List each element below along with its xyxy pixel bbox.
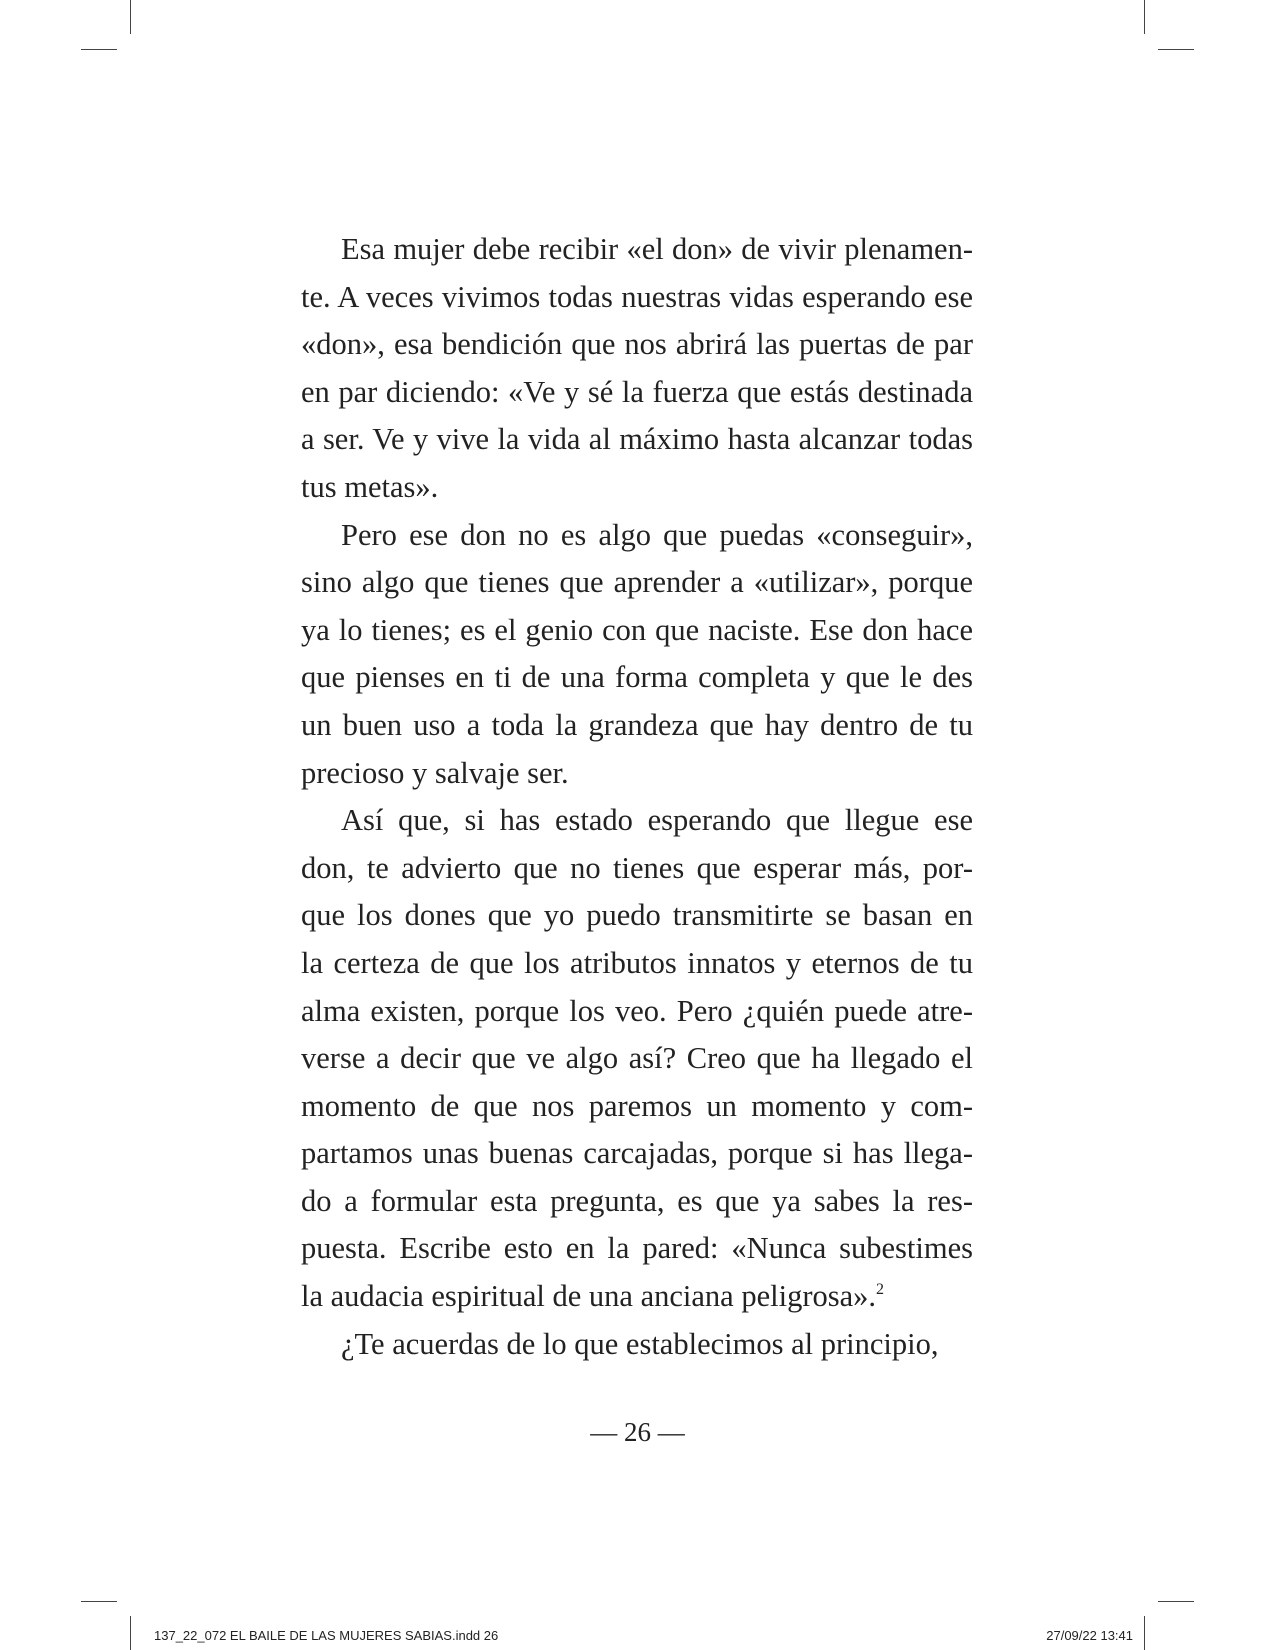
- text-line: precioso y salvaje ser.: [301, 755, 569, 790]
- text-line: [301, 1273, 973, 1321]
- text-line: momento de que nos paremos un momento y com-: [301, 1088, 973, 1123]
- page-number: — 26 —: [590, 1417, 685, 1447]
- text-line: do a formular esta pregunta, es que ya sabes la res-: [301, 1183, 973, 1218]
- text-line: verse a decir que ve algo así? Creo que ha llegado el: [301, 1041, 973, 1076]
- crop-mark-top-left-horizontal: [81, 49, 117, 50]
- text-line-content: la audacia espiritual de una anciana peligrosa».: [301, 1279, 877, 1314]
- crop-mark-top-right-vertical: [1144, 0, 1145, 34]
- text-line: un buen uso a toda la grandeza que hay dentro de tu: [301, 707, 973, 742]
- text-line: te. A veces vivimos todas nuestras vidas esperando ese: [301, 279, 973, 314]
- crop-mark-bottom-left-vertical: [130, 1616, 131, 1650]
- text-line: ¿Te acuerdas de lo que establecimos al principio,: [341, 1326, 939, 1361]
- crop-mark-top-left-vertical: [130, 0, 131, 34]
- slug-date-time: 27/09/22 13:41: [1046, 1628, 1133, 1643]
- text-line: don, te advierto que no tienes que esperar más, por-: [301, 850, 973, 885]
- text-line: ya lo tienes; es el genio con que naciste. Ese don hace: [301, 612, 973, 647]
- crop-mark-bottom-left-horizontal: [81, 1601, 117, 1602]
- text-line: sino algo que tienes que aprender a «utilizar», porque: [301, 565, 973, 600]
- crop-mark-top-right-horizontal: [1158, 49, 1194, 50]
- text-line: partamos unas buenas carcajadas, porque si has llega-: [301, 1136, 973, 1171]
- text-line: Así que, si has estado esperando que llegue ese: [341, 803, 973, 838]
- text-line: Esa mujer debe recibir «el don» de vivir plenamen-: [341, 232, 973, 266]
- text-line: que los dones que yo puedo transmitirte se basan en: [301, 898, 973, 933]
- text-line: la certeza de que los atributos innatos y eternos de tu: [301, 945, 973, 980]
- text-line: «don», esa bendición que nos abrirá las puertas de par: [301, 327, 973, 362]
- slug-file-name: 137_22_072 EL BAILE DE LAS MUJERES SABIAS.indd 26: [154, 1628, 499, 1643]
- crop-mark-bottom-right-horizontal: [1158, 1601, 1194, 1602]
- text-line: alma existen, porque los veo. Pero ¿quién puede atre-: [301, 993, 973, 1028]
- footnote-reference[interactable]: 2: [876, 1281, 885, 1299]
- text-line: en par diciendo: «Ve y sé la fuerza que estás destinada: [301, 374, 973, 409]
- body-text: [301, 226, 973, 1368]
- text-line: tus metas».: [301, 469, 439, 504]
- text-line: que pienses en ti de una forma completa y que le des: [301, 660, 973, 695]
- text-line: puesta. Escribe esto en la pared: «Nunca subestimes: [301, 1231, 973, 1266]
- text-line: a ser. Ve y vive la vida al máximo hasta alcanzar todas: [301, 422, 973, 457]
- crop-mark-bottom-right-vertical: [1144, 1616, 1145, 1650]
- text-line: Pero ese don no es algo que puedas «conseguir»,: [341, 517, 973, 552]
